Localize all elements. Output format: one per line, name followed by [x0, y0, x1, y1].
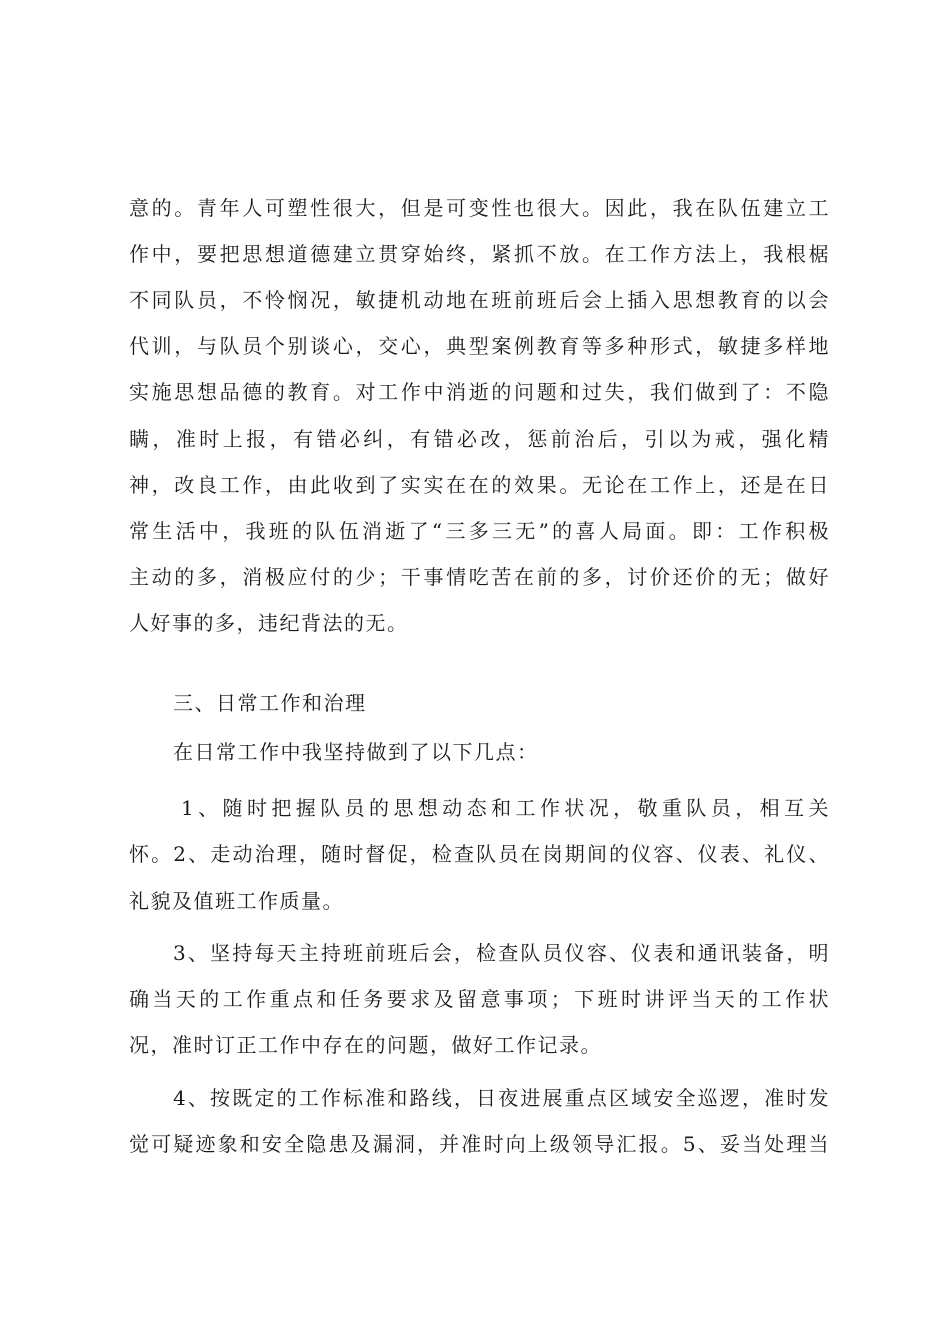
text-line: 代训，与队员个别谈心，交心，典型案例教育等多种形式，敏捷多样地 — [129, 334, 830, 358]
text-line: 怀。2、走动治理，随时督促，检查队员在岗期间的仪容、仪表、礼仪、 — [129, 842, 830, 866]
text-line: 瞒，准时上报，有错必纠，有错必改，惩前治后，引以为戒，强化精 — [129, 427, 830, 451]
text-line: 在日常工作中我坚持做到了以下几点： — [173, 740, 539, 764]
text-line: 1、随时把握队员的思想动态和工作状况，敬重队员，相互关 — [181, 796, 830, 820]
text-line: 主动的多，消极应付的少；干事情吃苦在前的多，讨价还价的无；做好 — [129, 565, 830, 589]
text-line: 实施思想品德的教育。对工作中消逝的问题和过失，我们做到了：不隐 — [129, 380, 830, 404]
text-line: 觉可疑迹象和安全隐患及漏洞，并准时向上级领导汇报。5、妥当处理当 — [129, 1132, 830, 1156]
text-line: 人好事的多，违纪背法的无。 — [129, 611, 409, 635]
text-line: 4、按既定的工作标准和路线，日夜进展重点区域安全巡逻，准时发 — [173, 1086, 830, 1110]
text-line: 常生活中，我班的队伍消逝了“三多三无”的喜人局面。即：工作积极 — [129, 519, 830, 543]
section-heading: 三、日常工作和治理 — [173, 691, 367, 715]
text-line: 意的。青年人可塑性很大，但是可变性也很大。因此，我在队伍建立工 — [129, 196, 830, 220]
text-line: 神，改良工作，由此收到了实实在在的效果。无论在工作上，还是在日 — [129, 473, 830, 497]
text-line: 3、坚持每天主持班前班后会，检查队员仪容、仪表和通讯装备，明 — [173, 941, 830, 965]
text-line: 确当天的工作重点和任务要求及留意事项；下班时讲评当天的工作状 — [129, 987, 830, 1011]
text-line: 不同队员，不怜悯况，敏捷机动地在班前班后会上插入思想教育的以会 — [129, 288, 830, 312]
text-line: 况，准时订正工作中存在的问题，做好工作记录。 — [129, 1033, 602, 1057]
text-line: 礼貌及值班工作质量。 — [129, 889, 344, 913]
text-line: 作中，要把思想道德建立贯穿始终，紧抓不放。在工作方法上，我根椐 — [129, 242, 830, 266]
